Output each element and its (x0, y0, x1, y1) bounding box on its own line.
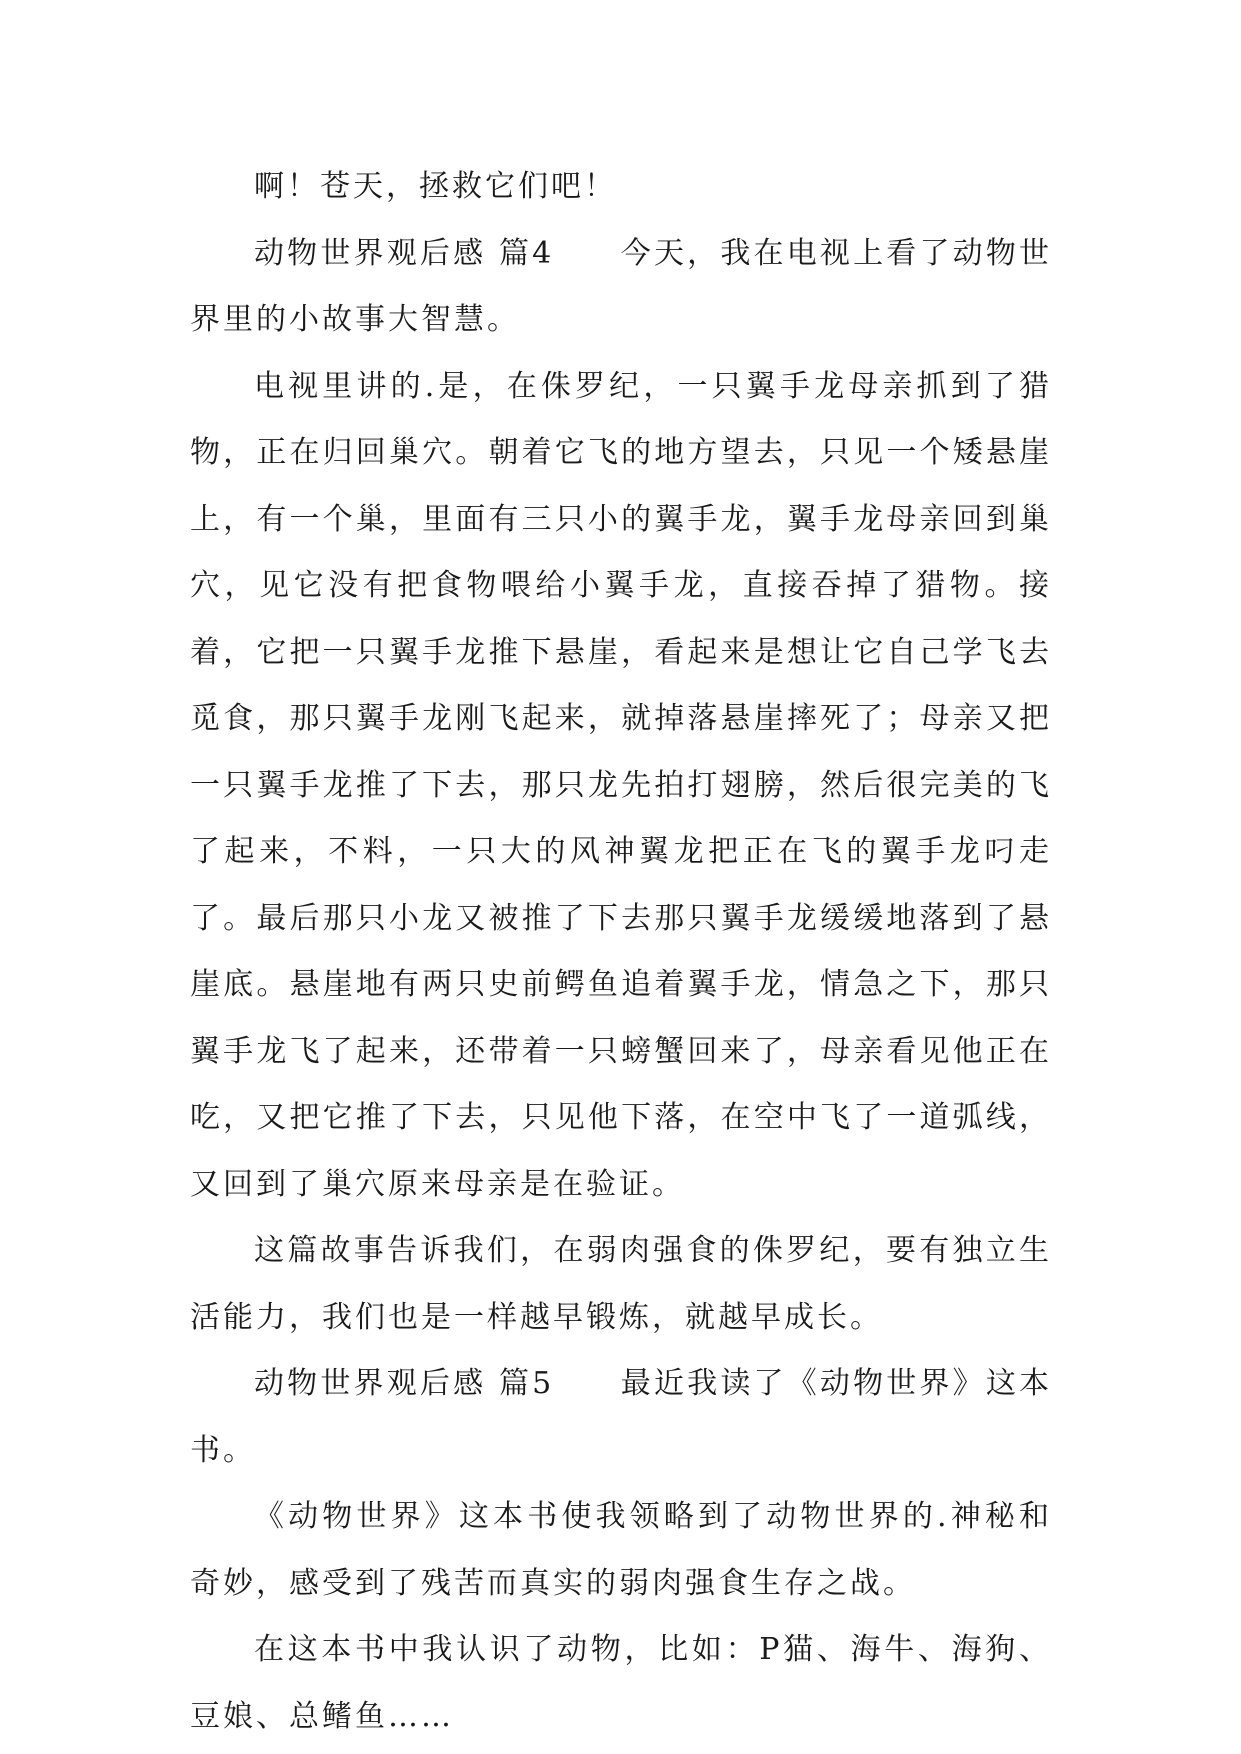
paragraph-book-impression: 《动物世界》这本书使我领略到了动物世界的.神秘和奇妙，感受到了残苦而真实的弱肉强食生存之战。 (190, 1499, 1052, 1601)
paragraph-essay-4-intro: 动物世界观后感 篇4 今天，我在电视上看了动物世界里的小故事大智慧。 (190, 235, 1052, 337)
paragraph-animals-list: 在这本书中我认识了动物，比如：P猫、海牛、海狗、豆娘、总鳍鱼…… (190, 1632, 1052, 1734)
paragraph-story-lesson: 这篇故事告诉我们，在弱肉强食的侏罗纪，要有独立生活能力，我们也是一样越早锻炼，就越早成长。 (190, 1233, 1052, 1335)
paragraph-exclamation: 啊！苍天，拯救它们吧！ (254, 169, 617, 204)
paragraph-essay-5-intro: 动物世界观后感 篇5 最近我读了《动物世界》这本书。 (190, 1366, 1052, 1468)
document-body (190, 154, 1052, 1750)
paragraph-pterosaur-story: 电视里讲的.是，在侏罗纪，一只翼手龙母亲抓到了猎物，正在归回巢穴。朝着它飞的地方望去，只见一个矮悬崖上，有一个巢，里面有三只小的翼手龙，翼手龙母亲回到巢穴，见它没有把食物喂给小翼手龙，直接吞掉了猎物。接着，它把一只翼手龙推下悬崖，看起来是想让它自己学飞去觅食，那只翼手龙刚飞起来，就掉落悬崖摔死了；母亲又把一只翼手龙推了下去，那只龙先拍打翅膀，然后很完美的飞了起来，不料，一只大的风神翼龙把正在飞的翼手龙叼走了。最后那只小龙又被推了下去那只翼手龙缓缓地落到了悬崖底。悬崖地有两只史前鳄鱼追着翼手龙，情急之下，那只翼手龙飞了起来，还带着一只螃蟹回来了，母亲看见他正在吃，又把它推了下去，只见他下落，在空中飞了一道弧线，又回到了巢穴原来母亲是在验证。 (190, 368, 1052, 1202)
